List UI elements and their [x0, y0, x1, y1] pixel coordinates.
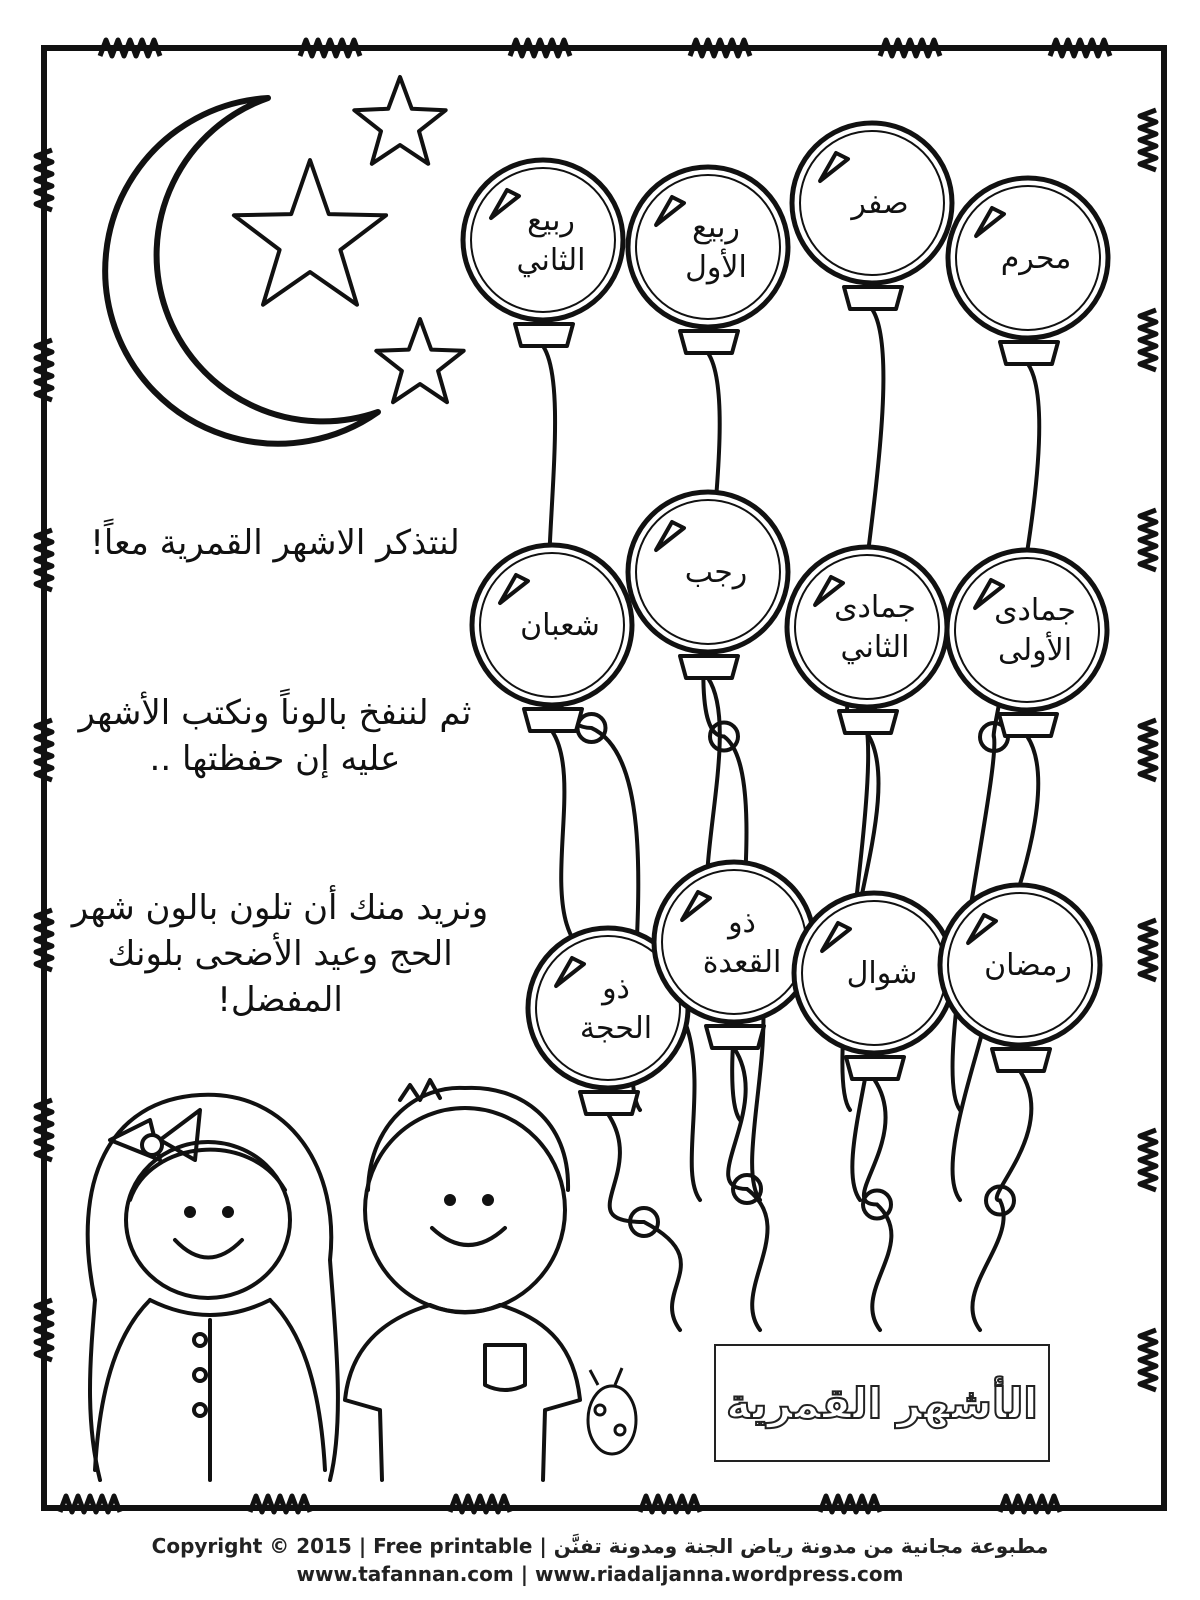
instruction-line-2: ثم لننفخ بالوناً ونكتب الأشهر عليه إن حفظتها ..	[78, 693, 472, 779]
zigzag-mark	[1140, 310, 1156, 370]
zigzag-mark	[1140, 720, 1156, 780]
balloon-label: الثاني	[840, 630, 910, 665]
balloon-label: جمادى	[994, 593, 1076, 628]
balloon-knot	[1000, 342, 1058, 364]
balloon-knot	[846, 1057, 904, 1079]
crescent-moon-icon	[105, 98, 378, 444]
balloon-label: ذو	[728, 905, 756, 940]
balloon	[947, 550, 1107, 736]
lunar-months-title: الأشهر القمرية	[726, 1378, 1038, 1428]
lunar-months-title-box	[714, 1344, 1050, 1462]
zigzag-mark	[1140, 510, 1156, 570]
balloon-knot	[515, 324, 573, 346]
balloon-knot	[999, 714, 1057, 736]
balloon-label: القعدة	[702, 945, 782, 980]
zigzag-mark	[1140, 1330, 1156, 1390]
balloon-knot	[524, 709, 582, 731]
zigzag-mark	[1140, 1130, 1156, 1190]
balloon-label: الحجة	[579, 1011, 653, 1046]
balloon-string	[972, 1071, 1031, 1330]
balloon	[463, 160, 623, 346]
balloon	[787, 547, 947, 733]
balloon	[940, 885, 1100, 1071]
footer	[0, 1532, 1200, 1588]
balloon-strings	[543, 309, 1039, 1330]
instruction-line-3: ونريد منك أن تلون بالون شهر الحج وعيد الأضحى بلونك المفضل!	[71, 888, 489, 1020]
zigzag-mark	[1140, 110, 1156, 170]
balloon-knot	[680, 331, 738, 353]
balloon-knot	[839, 711, 897, 733]
balloon	[628, 167, 788, 353]
star-icon	[234, 160, 386, 305]
balloon	[948, 178, 1108, 364]
balloons-group	[463, 123, 1108, 1114]
balloon-knot	[844, 287, 902, 309]
balloon	[628, 492, 788, 678]
balloon-body	[628, 167, 788, 327]
boy-illustration	[345, 1080, 580, 1480]
balloon-label: الثاني	[516, 243, 586, 278]
balloon	[792, 123, 952, 309]
balloon-knot	[680, 656, 738, 678]
balloon-label: الأولى	[997, 633, 1073, 668]
balloon-knot	[992, 1049, 1050, 1071]
balloon-label: رمضان	[984, 948, 1072, 983]
balloon-body	[463, 160, 623, 320]
balloon-label: صفر	[851, 186, 909, 221]
balloon-body	[654, 862, 814, 1022]
balloon-knot	[580, 1092, 638, 1114]
star-icon	[354, 77, 445, 164]
balloon-string	[608, 1114, 681, 1330]
balloon-label: الأول	[685, 250, 747, 285]
instruction-line-1: لنتذكر الاشهر القمرية معاً!	[90, 523, 460, 563]
footer-websites: www.tafannan.com | www.riadaljanna.wordpress.com	[296, 1562, 904, 1586]
balloon-label: شعبان	[520, 608, 600, 643]
balloon	[472, 545, 632, 731]
balloon-label: رجب	[684, 555, 748, 590]
balloon-body	[787, 547, 947, 707]
stars-group	[234, 77, 464, 402]
zigzag-mark	[1140, 920, 1156, 980]
footer-copyright: Copyright © 2015 | Free printable | مطبوعة مجانية من مدونة رياض الجنة ومدونة تفنَّن	[151, 1534, 1049, 1558]
balloon-body	[947, 550, 1107, 710]
balloon-label: ذو	[602, 971, 630, 1006]
balloon-label: محرم	[1000, 241, 1072, 276]
balloon-label: ربيع	[527, 203, 575, 238]
star-icon	[376, 319, 463, 402]
butterfly-logo-icon	[588, 1368, 636, 1454]
girl-illustration	[88, 1095, 338, 1480]
balloon-string	[864, 1079, 892, 1330]
balloon-label: شوال	[846, 956, 918, 991]
balloon	[794, 893, 954, 1079]
balloon-knot	[706, 1026, 764, 1048]
balloon-label: جمادى	[834, 590, 916, 625]
balloon-label: ربيع	[692, 210, 740, 245]
